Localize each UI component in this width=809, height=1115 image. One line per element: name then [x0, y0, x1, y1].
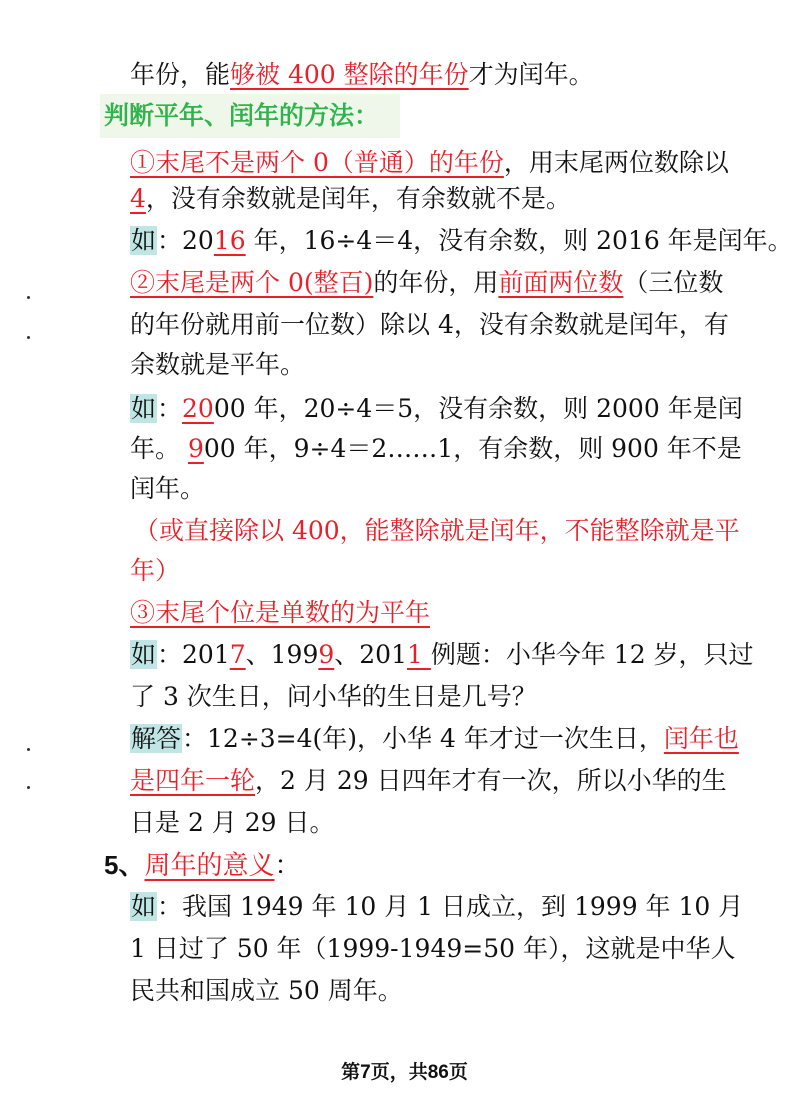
text: 才为闰年。	[468, 60, 594, 89]
text-line-19: 日是 2 月 29 日。	[130, 808, 335, 837]
text-line-13: 年）	[130, 556, 181, 585]
emphasis-text: 1	[406, 640, 431, 669]
highlight-label: 如	[131, 640, 157, 669]
text-line-16: 了 3 次生日，问小华的生日是几号？	[130, 682, 537, 711]
text: 、199	[245, 640, 319, 669]
text: 00 年，9÷4＝2……1，有余数，则 900 年不是	[203, 434, 742, 463]
text-line-22: 1 日过了 50 年（1999-1949=50 年），这就是中华人	[130, 934, 736, 963]
highlight-label: 如	[131, 892, 157, 921]
emphasis-text: 7	[229, 640, 246, 669]
text: 年，16÷4＝4，没有余数，则 2016 年是闰年。	[245, 226, 793, 255]
heading-text: 判断平年、闰年的方法：	[104, 101, 380, 130]
emphasis-text: ③末尾个位是单数的为平年	[130, 598, 431, 627]
margin-dot	[27, 336, 30, 339]
section-heading	[100, 94, 400, 138]
emphasis-text: 16	[213, 226, 246, 255]
highlight-label: 如	[131, 394, 157, 423]
text: ，用末尾两位数除以	[503, 148, 729, 177]
text-line-18	[130, 758, 780, 804]
text-line-17	[130, 716, 780, 762]
section-number: 5、	[104, 850, 145, 880]
text-line-1	[130, 52, 780, 98]
text-line-6	[130, 260, 780, 306]
text: ，没有余数就是闰年，有余数就不是。	[145, 184, 571, 213]
emphasis-text: 9	[187, 434, 204, 463]
text-line-5	[130, 218, 793, 264]
text: 例题：小华今年 12 岁，只过	[430, 640, 754, 669]
text: 00 年，20÷4＝5，没有余数，则 2000 年是闰	[213, 394, 743, 423]
text: ，2 月 29 日四年才有一次，所以小华的生	[255, 766, 727, 795]
emphasis-text: 周年的意义	[144, 851, 275, 881]
text: ：12÷3=4(年)，小华 4 年才过一次生日，	[182, 724, 664, 753]
text-line-4	[130, 176, 780, 222]
highlight-label: 如	[131, 226, 157, 255]
text: ：我国 1949 年 10 月 1 日成立，到 1999 年 10 月	[157, 892, 744, 921]
text: ：	[157, 394, 183, 423]
emphasis-text: 20	[182, 394, 214, 423]
margin-dot	[27, 748, 30, 751]
text: 年。	[130, 434, 188, 463]
emphasis-text: 闰年也	[663, 724, 739, 753]
highlight-label: 解答	[131, 724, 182, 753]
text: （三位数	[623, 268, 724, 297]
text-line-8: 余数就是平年。	[130, 350, 306, 379]
text: 的年份，用	[373, 268, 499, 297]
emphasis-text: 够被 400 整除的年份	[230, 60, 469, 89]
text-line-11: 闰年。	[130, 474, 206, 503]
text-line-7: 的年份就用前一位数）除以 4，没有余数就是闰年，有	[130, 310, 729, 339]
text: ：201	[157, 640, 230, 669]
text: 年份，能	[130, 60, 231, 89]
emphasis-text: 是四年一轮	[130, 766, 256, 795]
page-footer: 第7页，共86页	[341, 1062, 468, 1083]
text: ：	[274, 851, 301, 881]
emphasis-text: ②末尾是两个 0(整百)	[130, 268, 374, 297]
text-line-21	[130, 884, 780, 930]
margin-dot	[27, 786, 30, 789]
text: ：20	[157, 226, 214, 255]
emphasis-text: ①末尾不是两个 0（普通）的年份	[130, 148, 504, 177]
text-line-15	[130, 632, 780, 678]
text-line-14	[130, 590, 780, 636]
emphasis-text: 9	[318, 640, 335, 669]
margin-dot	[27, 296, 30, 299]
section-5-heading	[104, 842, 301, 888]
text: 、201	[334, 640, 407, 669]
text-line-23: 民共和国成立 50 周年。	[130, 976, 403, 1005]
emphasis-text: 前面两位数	[498, 268, 624, 297]
text-line-12: （或直接除以 400，能整除就是闰年，不能整除就是平	[134, 516, 740, 545]
emphasis-text: 4	[130, 184, 146, 213]
